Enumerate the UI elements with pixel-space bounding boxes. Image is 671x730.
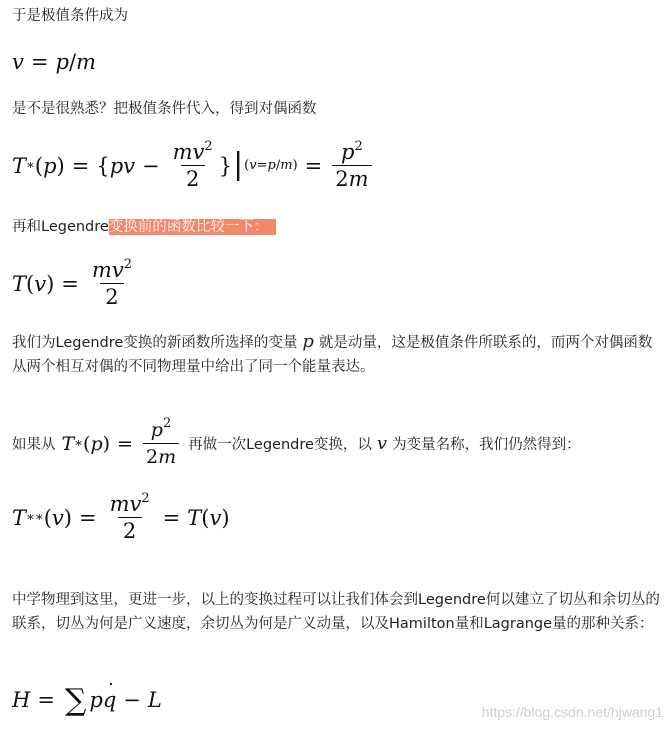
equation-hamiltonian: H = ∑ p ˙ q − L <box>12 682 663 717</box>
equation-original-function: T ( v ) = $\frac{mv^2}{2}$ <box>12 257 132 309</box>
equation-dual-function: T ∗ ( p ) = { pv − $\frac{mv^2}{2}$ } | (v=p/m) = $\frac{p^2}{2m}$ <box>12 140 663 191</box>
paragraph-second-transform: 如果从 T ∗ ( p ) = $\frac{p^2}{2m}$ 再做一次Legendre变换，以 v 为变量名称，我们仍然得到： <box>12 416 581 468</box>
paragraph-dual-function: 是不是很熟悉？把极值条件代入，得到对偶函数 <box>12 101 317 117</box>
watermark: https://blog.csdn.net/hjwang1 <box>481 704 663 720</box>
paragraph-tangent-bundle: 中学物理到这里，更进一步，以上的变换过程可以让我们体会到Legendre何以建立了切丛和余切丛的联系，切丛为何是广义速度，余切丛为何是广义动量，以及Hamilton量和Lagrange量的那种关系： <box>12 592 660 632</box>
equation-double-transform: T ∗∗ ( v ) = $\frac{mv^2}{2}$ = T ( v ) <box>12 491 230 543</box>
paragraph-momentum: 我们为Legendre变换的新函数所选择的变量 p 就是动量，这是极值条件所联系的，而两个对偶函数从两个相互对偶的不同物理量中给出了同一个能量表达。 <box>12 331 653 375</box>
equation-v-equals-p-over-m: v = p / m <box>12 50 96 74</box>
paragraph-compare: 再和Legendre变换前的函数比较一下： <box>12 215 663 239</box>
inline-equation-dual: T ∗ ( p ) = $\frac{p^2}{2m}$ <box>62 418 183 469</box>
highlighted-text: 变换前的函数比较一下： <box>109 219 277 235</box>
paragraph-extremum-condition: 于是极值条件成为 <box>12 8 128 24</box>
